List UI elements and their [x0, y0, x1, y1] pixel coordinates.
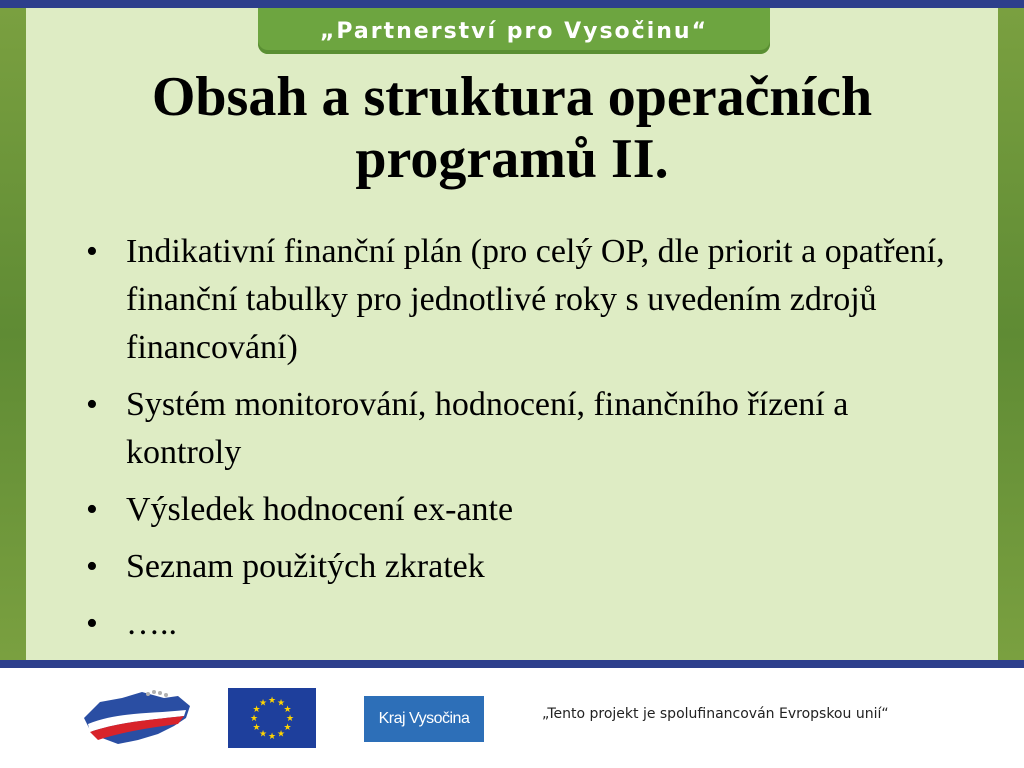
svg-text:★: ★ [276, 729, 286, 740]
svg-text:★: ★ [252, 723, 261, 733]
bullet-marker: • [86, 386, 98, 423]
cofinancing-statement: „Tento projekt je spolufinancován Evropskou unií“ [542, 706, 889, 722]
bullet-item [86, 228, 966, 372]
project-name: „Partnerství pro Vysočinu“ [319, 18, 709, 44]
svg-text:★: ★ [285, 714, 295, 724]
bullet-item [86, 543, 966, 591]
kraj-vysocina-logo [364, 696, 484, 742]
project-name-tab [258, 8, 770, 54]
svg-text:★: ★ [276, 698, 286, 709]
bullet-text: Systém monitorování, hodnocení, finančního řízení a kontroly [126, 386, 849, 471]
svg-text:★: ★ [258, 698, 268, 709]
bullet-marker: • [86, 605, 98, 642]
bullet-marker: • [86, 491, 98, 528]
bullet-item [86, 600, 966, 648]
svg-text:★: ★ [252, 705, 261, 715]
right-decorative-border [998, 8, 1024, 660]
bullet-item [86, 381, 966, 477]
svg-text:★: ★ [283, 723, 292, 733]
bullet-text: ….. [126, 605, 177, 642]
svg-text:★: ★ [267, 732, 277, 742]
bullet-text: Seznam použitých zkratek [126, 548, 485, 585]
kraj-logo-text: Kraj Vysočina [378, 710, 470, 727]
bullet-item [86, 486, 966, 534]
czech-map-logo-icon [78, 688, 196, 750]
svg-text:★: ★ [258, 729, 268, 740]
eu-flag-icon [228, 688, 316, 748]
bullet-text: Výsledek hodnocení ex-ante [126, 491, 514, 528]
bullet-marker: • [86, 548, 98, 585]
bottom-frame-bar [0, 660, 1024, 668]
svg-text:★: ★ [283, 705, 292, 715]
left-decorative-border [0, 8, 26, 660]
svg-text:★: ★ [267, 696, 277, 706]
top-frame-bar [0, 0, 1024, 8]
slide-title: Obsah a struktura operačních programů II. [151, 66, 873, 190]
bullet-list [86, 228, 966, 657]
bullet-text: Indikativní finanční plán (pro celý OP, dle priorit a opatření, finanční tabulky pro jednotlivé roky s uvedením zdrojů financování) [126, 233, 945, 366]
svg-text:★: ★ [249, 714, 259, 724]
bullet-marker: • [86, 233, 98, 270]
